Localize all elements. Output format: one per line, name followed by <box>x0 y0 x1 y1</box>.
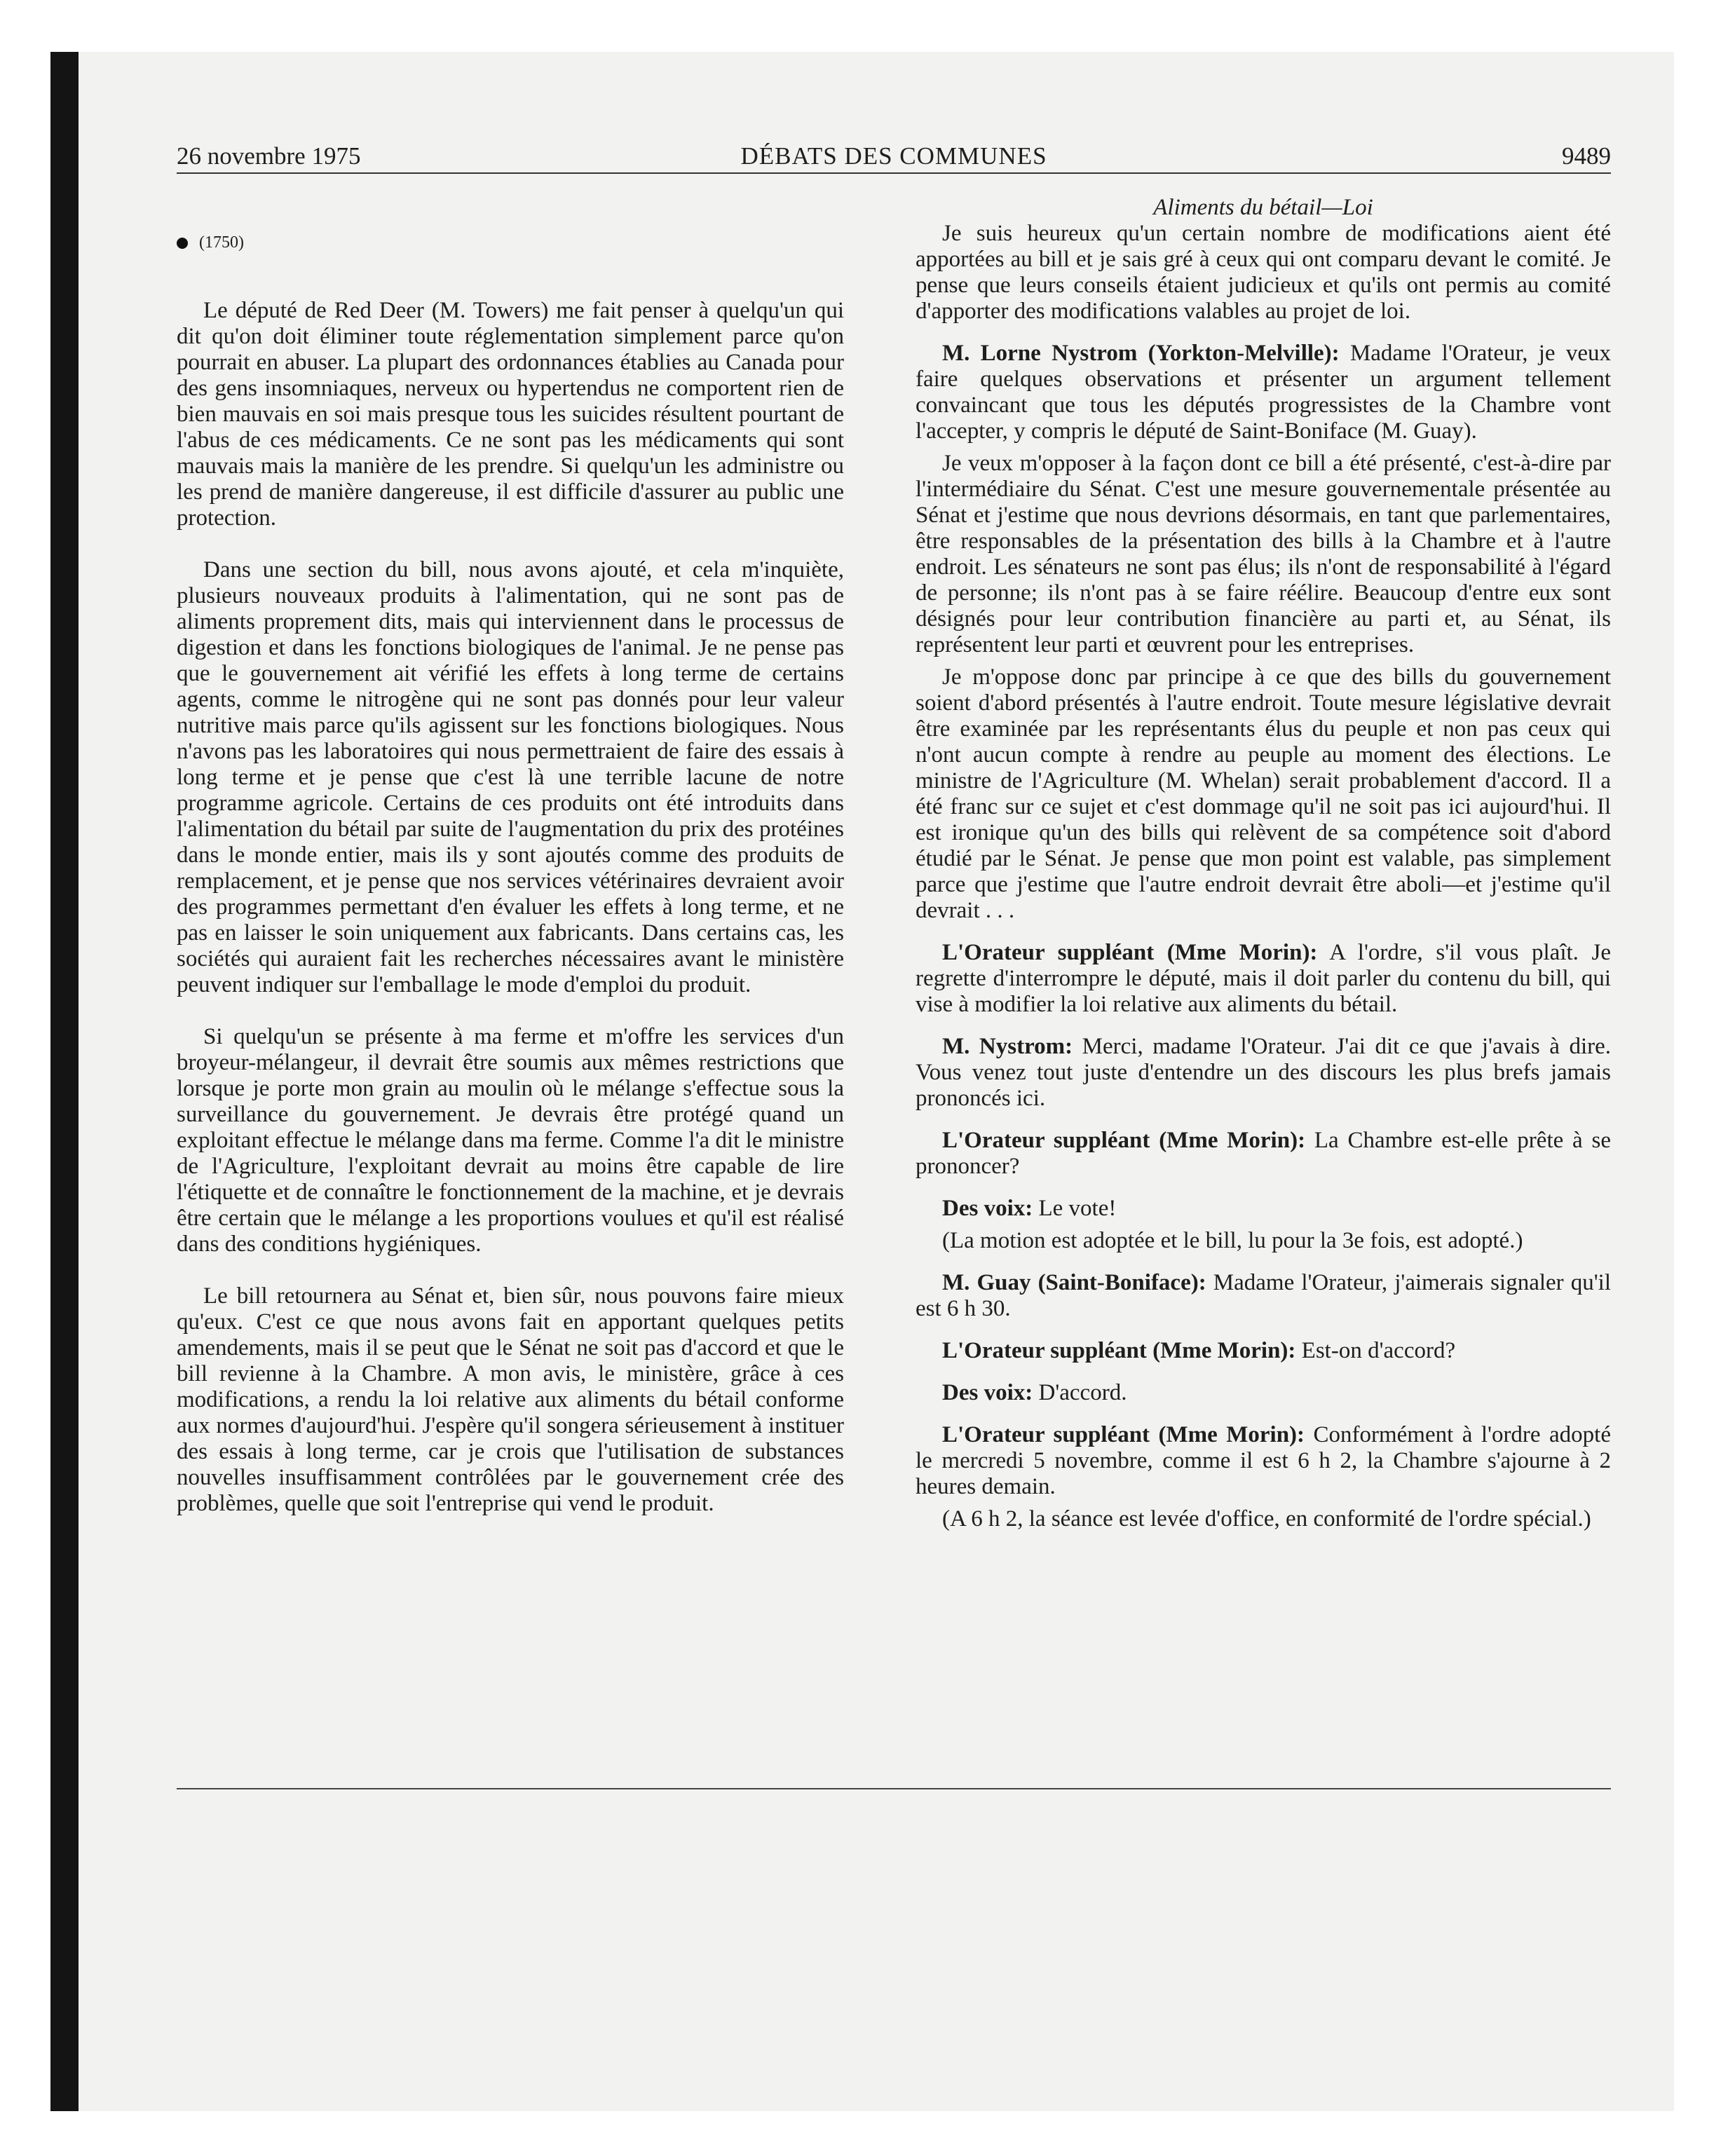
paragraph: Le bill retournera au Sénat et, bien sûr, nous pouvons faire mieux qu'eux. C'est ce que nous avons fait en apportant quelques petits amendements, mais il se peut que le Sénat ne soit pas d'accord et que le bill revienne à la Chambre. A mon avis, le ministère, grâce à ces modifications, a rendu la loi relative aux aliments du bétail conforme aux normes d'aujourd'hui. J'espère qu'il songera sérieusement à instituer des essais à long terme, car je crois que l'utilisation de substances nouvelles insuffisamment contrôlées par le gouvernement crée des problèmes, quelle que soit l'entreprise qui vend le produit. <box>177 1283 844 1516</box>
paragraph: Je veux m'opposer à la façon dont ce bill a été présenté, c'est-à-dire par l'intermédiaire du Sénat. C'est une mesure gouvernementale présentée au Sénat et j'estime que nous devrions désormais, en tant que parlementaires, être responsables de la présentation des bills à la Chambre et à l'autre endroit. Les sénateurs ne sont pas élus; ils n'ont de responsabilité à l'égard de personne; ils n'ont pas à se faire réélire. Beaucoup d'entre eux sont désignés pour leur contribution financière au parti et, au Sénat, ils représentent leur parti et œuvrent pour les entreprises. <box>916 451 1611 657</box>
speech-text: Conformément à l'ordre adopté le mercredi 5 novembre, comme il est 6 h 2, la Chambre s'ajourne à 2 heures demain. <box>916 1422 1611 1499</box>
speaker-name: M. Lorne Nystrom (Yorkton-Melville): <box>942 341 1340 366</box>
speaker-name: Des voix: <box>942 1196 1033 1221</box>
scan-border <box>50 52 79 2111</box>
header-rule <box>177 172 1611 174</box>
speaker-name: M. Nystrom: <box>942 1034 1073 1059</box>
speech <box>916 1128 1611 1180</box>
speech <box>916 1422 1611 1500</box>
bullet-icon <box>177 238 188 249</box>
speech-text: D'accord. <box>1033 1380 1127 1405</box>
speaker-name: L'Orateur suppléant (Mme Morin): <box>942 1128 1306 1153</box>
time-marker-text: (1750) <box>199 233 244 252</box>
paragraph: (A 6 h 2, la séance est levée d'office, en conformité de l'ordre spécial.) <box>942 1506 1591 1531</box>
time-marker <box>177 230 844 256</box>
speaker-name: Des voix: <box>942 1380 1033 1405</box>
right-column <box>916 195 1611 1532</box>
speaker-name: L'Orateur suppléant (Mme Morin): <box>942 1422 1305 1447</box>
paragraph: (La motion est adoptée et le bill, lu pour la 3e fois, est adopté.) <box>942 1228 1523 1253</box>
speech-text: A l'ordre, s'il vous plaît. Je regrette d'interrompre le député, mais il doit parler du contenu du bill, qui vise à modifier la loi relative aux aliments du bétail. <box>916 940 1611 1017</box>
header-date: 26 novembre 1975 <box>177 142 361 170</box>
paragraph: Je suis heureux qu'un certain nombre de modifications aient été apportées au bill et je sais gré à ceux qui ont comparu devant le comité. Je pense que leurs conseils étaient judicieux et qu'ils ont permis au comité d'apporter des modifications valables au projet de loi. <box>916 221 1611 324</box>
speaker-name: L'Orateur suppléant (Mme Morin): <box>942 940 1318 965</box>
speech <box>916 341 1611 444</box>
section-heading: Aliments du bétail—Loi <box>1153 195 1373 220</box>
speech-text: La Chambre est-elle prête à se prononcer? <box>916 1128 1611 1179</box>
running-head <box>177 140 1611 172</box>
paragraph: Le député de Red Deer (M. Towers) me fait penser à quelqu'un qui dit qu'on doit éliminer toute réglementation simplement parce qu'on pourrait en abuser. La plupart des ordonnances établies au Canada pour des gens insomniaques, nerveux ou hypertendus ne comportent rien de bien mauvais en soi mais presque tous les suicides résultent pourtant de l'abus de ces médicaments. Ce ne sont pas les médicaments qui sont mauvais mais la manière de les prendre. Si quelqu'un les administre ou les prend de manière dangereuse, il est difficile d'assurer au public une protection. <box>177 298 844 531</box>
speech <box>916 1380 1611 1406</box>
speech-text: Le vote! <box>1033 1196 1117 1221</box>
header-title: DÉBATS DES COMMUNES <box>740 142 1047 170</box>
speech-text: Merci, madame l'Orateur. J'ai dit ce que j'avais à dire. Vous venez tout juste d'entendre un des discours les plus brefs jamais prononcés ici. <box>916 1034 1612 1111</box>
speech <box>916 940 1611 1018</box>
speech-text: Madame l'Orateur, je veux faire quelques observations et présenter un argument tellement convaincant que tous les députés progressistes de la Chambre vont l'accepter, y compris le député de Saint-Boniface (M. Guay). <box>916 341 1611 444</box>
speech <box>916 1270 1611 1322</box>
footer-rule <box>177 1788 1611 1789</box>
page-number: 9489 <box>1562 142 1611 170</box>
paragraph: Je m'oppose donc par principe à ce que des bills du gouvernement soient d'abord présentés à l'autre endroit. Toute mesure législative devrait être examinée par les représentants élus du peuple et non pas ceux qui n'ont aucun compte à rendre au peuple au moment des élections. Le ministre de l'Agriculture (M. Whelan) serait probablement d'accord. Il a été franc sur ce sujet et c'est dommage qu'il ne soit pas ici aujourd'hui. Il est ironique qu'un des bills qui relèvent de sa compétence soit d'abord étudié par le Sénat. Je pense que mon point est valable, pas simplement parce que j'estime que l'autre endroit devrait être aboli—et j'estime qu'il devrait . . . <box>916 664 1611 923</box>
speaker-name: M. Guay (Saint-Boniface): <box>942 1270 1206 1295</box>
speech-text: Est-on d'accord? <box>1295 1338 1456 1363</box>
paragraph: Dans une section du bill, nous avons ajouté, et cela m'inquiète, plusieurs nouveaux produits à l'alimentation, qui ne sont pas de aliments proprement dits, mais qui interviennent dans le processus de digestion et dans les fonctions biologiques de l'animal. Je ne pense pas que le gouvernement ait vérifié les effets à long terme de certains agents, comme le nitrogène qui ne sont pas donnés pour leur valeur nutritive mais parce qu'ils agissent sur les fonctions biologiques. Nous n'avons pas les laboratoires qui nous permettraient de faire des essais à long terme et je pense que c'est là une terrible lacune de notre programme agricole. Certains de ces produits ont été introduits dans l'alimentation du bétail par suite de l'augmentation du prix des protéines dans le monde entier, mais ils y sont ajoutés comme des produits de remplacement, et je pense que nos services vétérinaires devraient avoir des programmes permettant d'en évaluer les effets à long terme, et ne pas en laisser le soin uniquement aux fabricants. Dans certains cas, les sociétés qui auraient fait les recherches nécessaires avant le ministère peuvent indiquer sur l'emballage le mode d'emploi du produit. <box>177 557 844 997</box>
paragraph: Si quelqu'un se présente à ma ferme et m'offre les services d'un broyeur-mélangeur, il devrait être soumis aux mêmes restrictions que lorsque je porte mon grain au moulin où le mélange s'effectue sous la surveillance du gouvernement. Je devrais être protégé quand un exploitant effectue le mélange dans ma ferme. Comme l'a dit le ministre de l'Agriculture, l'exploitant devrait au moins être capable de lire l'étiquette et de connaître le fonctionnement de la machine, et je devrais être certain que le mélange a les proportions voulues et qu'il est réalisé dans des conditions hygiéniques. <box>177 1024 844 1257</box>
speech <box>916 1338 1611 1364</box>
speech <box>916 1034 1611 1112</box>
speaker-name: L'Orateur suppléant (Mme Morin): <box>942 1338 1296 1363</box>
speech-text: Madame l'Orateur, j'aimerais signaler qu'il est 6 h 30. <box>916 1270 1612 1321</box>
left-column <box>177 195 844 1517</box>
speech <box>916 1196 1611 1222</box>
